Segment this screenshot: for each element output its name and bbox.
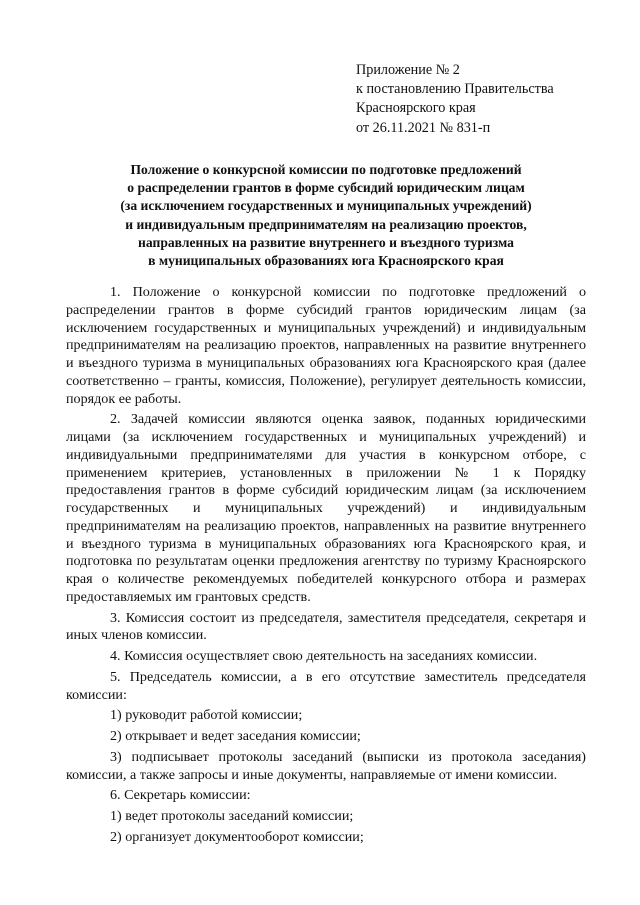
appendix-resolution-line: к постановлению Правительства bbox=[356, 81, 554, 98]
document-body bbox=[66, 284, 586, 847]
list-item: 2) организует документооборот комиссии; bbox=[110, 828, 364, 845]
title-line: (за исключением государственных и муниципальных учреждений) bbox=[120, 198, 532, 214]
list-item: 1) руководит работой комиссии; bbox=[110, 707, 303, 724]
list-item: 3) подписывает протоколы заседаний (выписки из протокола заседания) комиссии, а также запросы и иные документы, направляемые от имени комиссии. bbox=[66, 748, 586, 783]
list-item: 1) ведет протоколы заседаний комиссии; bbox=[110, 808, 354, 824]
paragraph-6: 6. Секретарь комиссии: bbox=[110, 787, 251, 804]
paragraph-2: 2. Задачей комиссии являются оценка заявок, поданных юридическими лицами (за исключением государственных и муниципальных учреждений) и индивидуальными предпринимателями для участия в конкурсном отборе, с применением критериев, установленных в приложении № 1 к Порядку предоставления грантов в форме субсидий юридическим лицам (за исключением государственных и муниципальных учреждений) и индивидуальным предпринимателям на реализацию проектов, направленных на развитие внутреннего и въездного туризма в муниципальных образованиях юга Красноярского края, и подготовка по результатам оценки предложения агентству по туризму Красноярского края о количестве рекомендуемых победителей конкурсного отбора и размерах предоставляемых им грантовых средств. bbox=[66, 411, 586, 605]
appendix-date-line: от 26.11.2021 № 831-п bbox=[356, 119, 491, 136]
appendix-header bbox=[356, 61, 554, 138]
title-line: направленных на развитие внутреннего и въездного туризма bbox=[138, 234, 514, 250]
paragraph-1: 1. Положение о конкурсной комиссии по подготовке предложений о распределении грантов в форме субсидий грантов юридическим лицам (за исключением государственных и муниципальных учреждений) и индивидуальным предпринимателям на реализацию проектов, направленных на развитие внутреннего и въездного туризма в муниципальных образованиях юга Красноярского края (далее соответственно – гранты, комиссия, Положение), регулирует деятельность комиссии, порядок ее работы. bbox=[66, 284, 586, 407]
paragraph-3: 3. Комиссия состоит из председателя, заместителя председателя, секретаря и иных членов комиссии. bbox=[66, 609, 586, 644]
document-title bbox=[66, 161, 586, 270]
title-line: и индивидуальным предпринимателям на реализацию проектов, bbox=[125, 216, 527, 232]
paragraph-4: 4. Комиссия осуществляет свою деятельность на заседаниях комиссии. bbox=[110, 648, 538, 664]
list-item: 2) открывает и ведет заседания комиссии; bbox=[110, 728, 361, 744]
title-line: о распределении грантов в форме субсидий юридическим лицам bbox=[127, 180, 525, 196]
appendix-region-line: Красноярского края bbox=[356, 100, 476, 117]
paragraph-5: 5. Председатель комиссии, а в его отсутствие заместитель председателя комиссии: bbox=[66, 668, 586, 703]
title-line: Положение о конкурсной комиссии по подготовке предложений bbox=[130, 162, 522, 177]
title-line: в муниципальных образованиях юга Красноярского края bbox=[148, 253, 504, 269]
appendix-number: Приложение № 2 bbox=[356, 62, 460, 78]
